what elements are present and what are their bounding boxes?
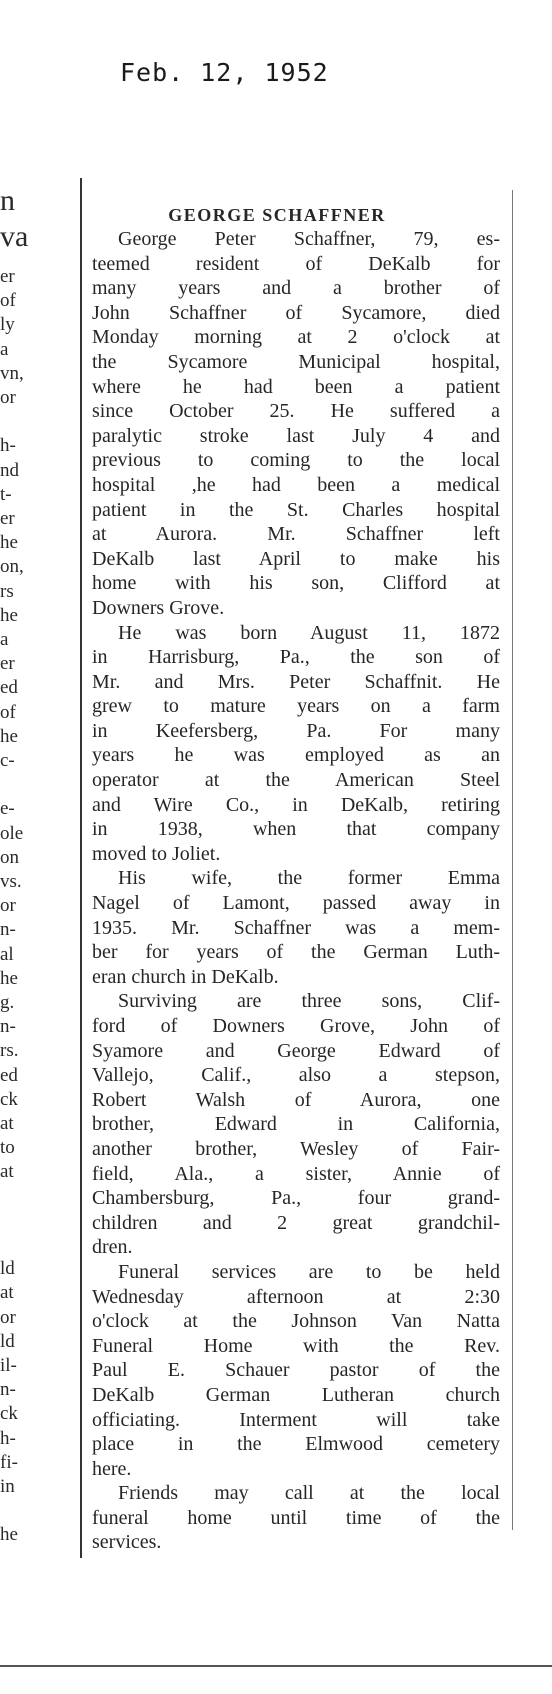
adjacent-column-fragment: he	[0, 967, 18, 989]
article-line: He was born August 11, 1872	[118, 621, 500, 644]
article-line: many years and a brother of	[92, 277, 500, 300]
article-paragraph	[92, 1481, 500, 1555]
adjacent-column-fragment: ld	[0, 1330, 15, 1352]
article-line: paralytic stroke last July 4 and	[92, 424, 500, 447]
article-line: where he had been a patient	[92, 375, 500, 398]
article-line: teemed resident of DeKalb for	[92, 252, 500, 275]
adjacent-column-fragment: al	[0, 943, 14, 965]
column-rule-right	[512, 190, 513, 1530]
column-rule-left	[80, 178, 82, 1558]
article-line: Vallejo, Calif., also a stepson,	[92, 1064, 500, 1087]
adjacent-column-fragment: a	[0, 338, 9, 360]
article-line: in 1938, when that company	[92, 818, 500, 841]
adjacent-column-fragment: h-	[0, 1427, 16, 1449]
adjacent-column-fragment: er	[0, 653, 15, 675]
article-line: moved to Joliet.	[92, 842, 221, 865]
article-line: eran church in DeKalb.	[92, 965, 279, 988]
article-line: Funeral Home with the Rev.	[92, 1334, 500, 1357]
adjacent-column-fragment: e-	[0, 798, 15, 820]
article-line: patient in the St. Charles hospital	[92, 498, 500, 521]
article-line: home with his son, Clifford at	[92, 572, 500, 595]
article-line: another brother, Wesley of Fair-	[92, 1137, 500, 1160]
article-line: operator at the American Steel	[92, 769, 500, 792]
article-line: Friends may call at the local	[118, 1482, 500, 1505]
adjacent-column-fragment: he	[0, 725, 18, 747]
article-line: the Sycamore Municipal hospital,	[92, 350, 500, 373]
article-paragraph	[92, 866, 500, 989]
article-line: and Wire Co., in DeKalb, retiring	[92, 793, 500, 816]
adjacent-column-fragment: il-	[0, 1355, 17, 1376]
article-line: Nagel of Lamont, passed away in	[92, 892, 500, 915]
adjacent-column-fragment: ly	[0, 314, 15, 336]
article-line: funeral home until time of the	[92, 1506, 500, 1529]
article-line: dren.	[92, 1236, 133, 1259]
article-line: ber for years of the German Luth-	[92, 941, 500, 964]
article-line: His wife, the former Emma	[118, 867, 500, 890]
adjacent-column-fragment: g.	[0, 992, 15, 1013]
article-line: DeKalb last April to make his	[92, 547, 500, 570]
article-line: Chambersburg, Pa., four grand-	[92, 1187, 500, 1210]
article-line: DeKalb German Lutheran church	[92, 1383, 500, 1406]
dateline: Feb. 12, 1952	[120, 58, 329, 87]
adjacent-column-fragment: he	[0, 532, 18, 554]
article-line: services.	[92, 1531, 162, 1554]
adjacent-column-fragment: er	[0, 266, 15, 287]
article-line: years he was employed as an	[92, 744, 500, 767]
adjacent-column-fragment: vs.	[0, 871, 22, 892]
article-line: Surviving are three sons, Clif-	[118, 990, 500, 1013]
article-line: previous to coming to the local	[92, 449, 500, 472]
adjacent-column-fragment: vn,	[0, 362, 24, 384]
adjacent-column-fragment: c-	[0, 750, 15, 771]
article-line: John Schaffner of Sycamore, died	[92, 301, 500, 324]
adjacent-column-fragment: rs	[0, 580, 14, 602]
article-line: ford of Downers Grove, John of	[92, 1015, 500, 1037]
article-paragraph	[92, 989, 500, 1260]
article-line: children and 2 great grandchil-	[92, 1211, 500, 1234]
article-paragraph	[92, 621, 500, 867]
adjacent-column-fragment: a	[0, 629, 9, 650]
adjacent-column-fragment: nd	[0, 459, 19, 481]
adjacent-column-fragment: n-	[0, 1379, 16, 1401]
article-line: Paul E. Schauer pastor of the	[92, 1359, 500, 1382]
article-line: Monday morning at 2 o'clock at	[92, 326, 500, 349]
article-paragraph	[92, 1260, 500, 1481]
adjacent-column-fragment: to	[0, 1137, 15, 1159]
adjacent-column-fragment: ed	[0, 677, 18, 699]
adjacent-column-fragment: ed	[0, 1064, 18, 1086]
adjacent-column-fragment: he	[0, 1524, 18, 1546]
adjacent-column-fragment: or	[0, 895, 16, 917]
adjacent-column-fragment: rs.	[0, 1040, 19, 1062]
adjacent-column-fragment: at	[0, 1161, 14, 1183]
adjacent-column-fragment: er	[0, 508, 15, 529]
article-headline: GEORGE SCHAFFNER	[168, 205, 386, 225]
adjacent-column-fragment: ck	[0, 1088, 18, 1110]
article-line: grew to mature years on a farm	[92, 695, 500, 718]
article-line: Robert Walsh of Aurora, one	[92, 1088, 500, 1111]
adjacent-column-fragment: n-	[0, 1016, 16, 1038]
article-line: Mr. and Mrs. Peter Schaffnit. He	[92, 670, 500, 693]
adjacent-column-fragment: on	[0, 846, 19, 868]
adjacent-column-fragment: or	[0, 1306, 16, 1328]
adjacent-column-fragment: of	[0, 701, 16, 723]
adjacent-column-fragment: at	[0, 1282, 14, 1304]
adjacent-column-fragment: va	[0, 220, 29, 253]
article-line: field, Ala., a sister, Annie of	[92, 1162, 500, 1185]
adjacent-column-fragment: or	[0, 387, 16, 408]
adjacent-column-fragment: ld	[0, 1258, 15, 1280]
adjacent-column-fragment: t-	[0, 483, 12, 505]
article-line: brother, Edward in California,	[92, 1113, 500, 1136]
article-line: Funeral services are to be held	[118, 1260, 500, 1283]
adjacent-column-fragment: n-	[0, 919, 16, 941]
adjacent-column-fragment: on,	[0, 556, 24, 578]
adjacent-column-fragment: h-	[0, 435, 16, 457]
article-line: 1935. Mr. Schaffner was a mem-	[92, 916, 500, 939]
article-line: Downers Grove.	[92, 596, 225, 619]
article-line: George Peter Schaffner, 79, es-	[118, 228, 500, 250]
article-line: Syamore and George Edward of	[92, 1039, 500, 1062]
article-line: since October 25. He suffered a	[92, 400, 500, 423]
article-line: in Harrisburg, Pa., the son of	[92, 646, 500, 669]
bottom-rule	[0, 1665, 552, 1667]
article-line: hospital ,he had been a medical	[92, 473, 500, 496]
adjacent-column-fragment: ole	[0, 822, 24, 844]
article-line: Wednesday afternoon at 2:30	[92, 1285, 500, 1308]
adjacent-column-fragment: of	[0, 290, 16, 312]
obituary-article	[92, 203, 500, 1555]
article-line: in Keefersberg, Pa. For many	[92, 719, 500, 742]
article-line: o'clock at the Johnson Van Natta	[92, 1310, 500, 1333]
article-line: place in the Elmwood cemetery	[92, 1433, 500, 1456]
adjacent-column-fragment: ck	[0, 1403, 18, 1425]
adjacent-column-fragment: at	[0, 1113, 14, 1134]
article-paragraph	[92, 227, 500, 621]
adjacent-column-fragment: n	[0, 184, 15, 217]
adjacent-column-fragment: in	[0, 1476, 15, 1497]
adjacent-column-fragment: he	[0, 604, 18, 626]
article-line: here.	[92, 1457, 132, 1480]
article-line: officiating. Interment will take	[92, 1408, 500, 1431]
adjacent-column-fragment: fi-	[0, 1451, 18, 1473]
article-body	[92, 227, 500, 1555]
article-line: at Aurora. Mr. Schaffner left	[92, 523, 500, 546]
